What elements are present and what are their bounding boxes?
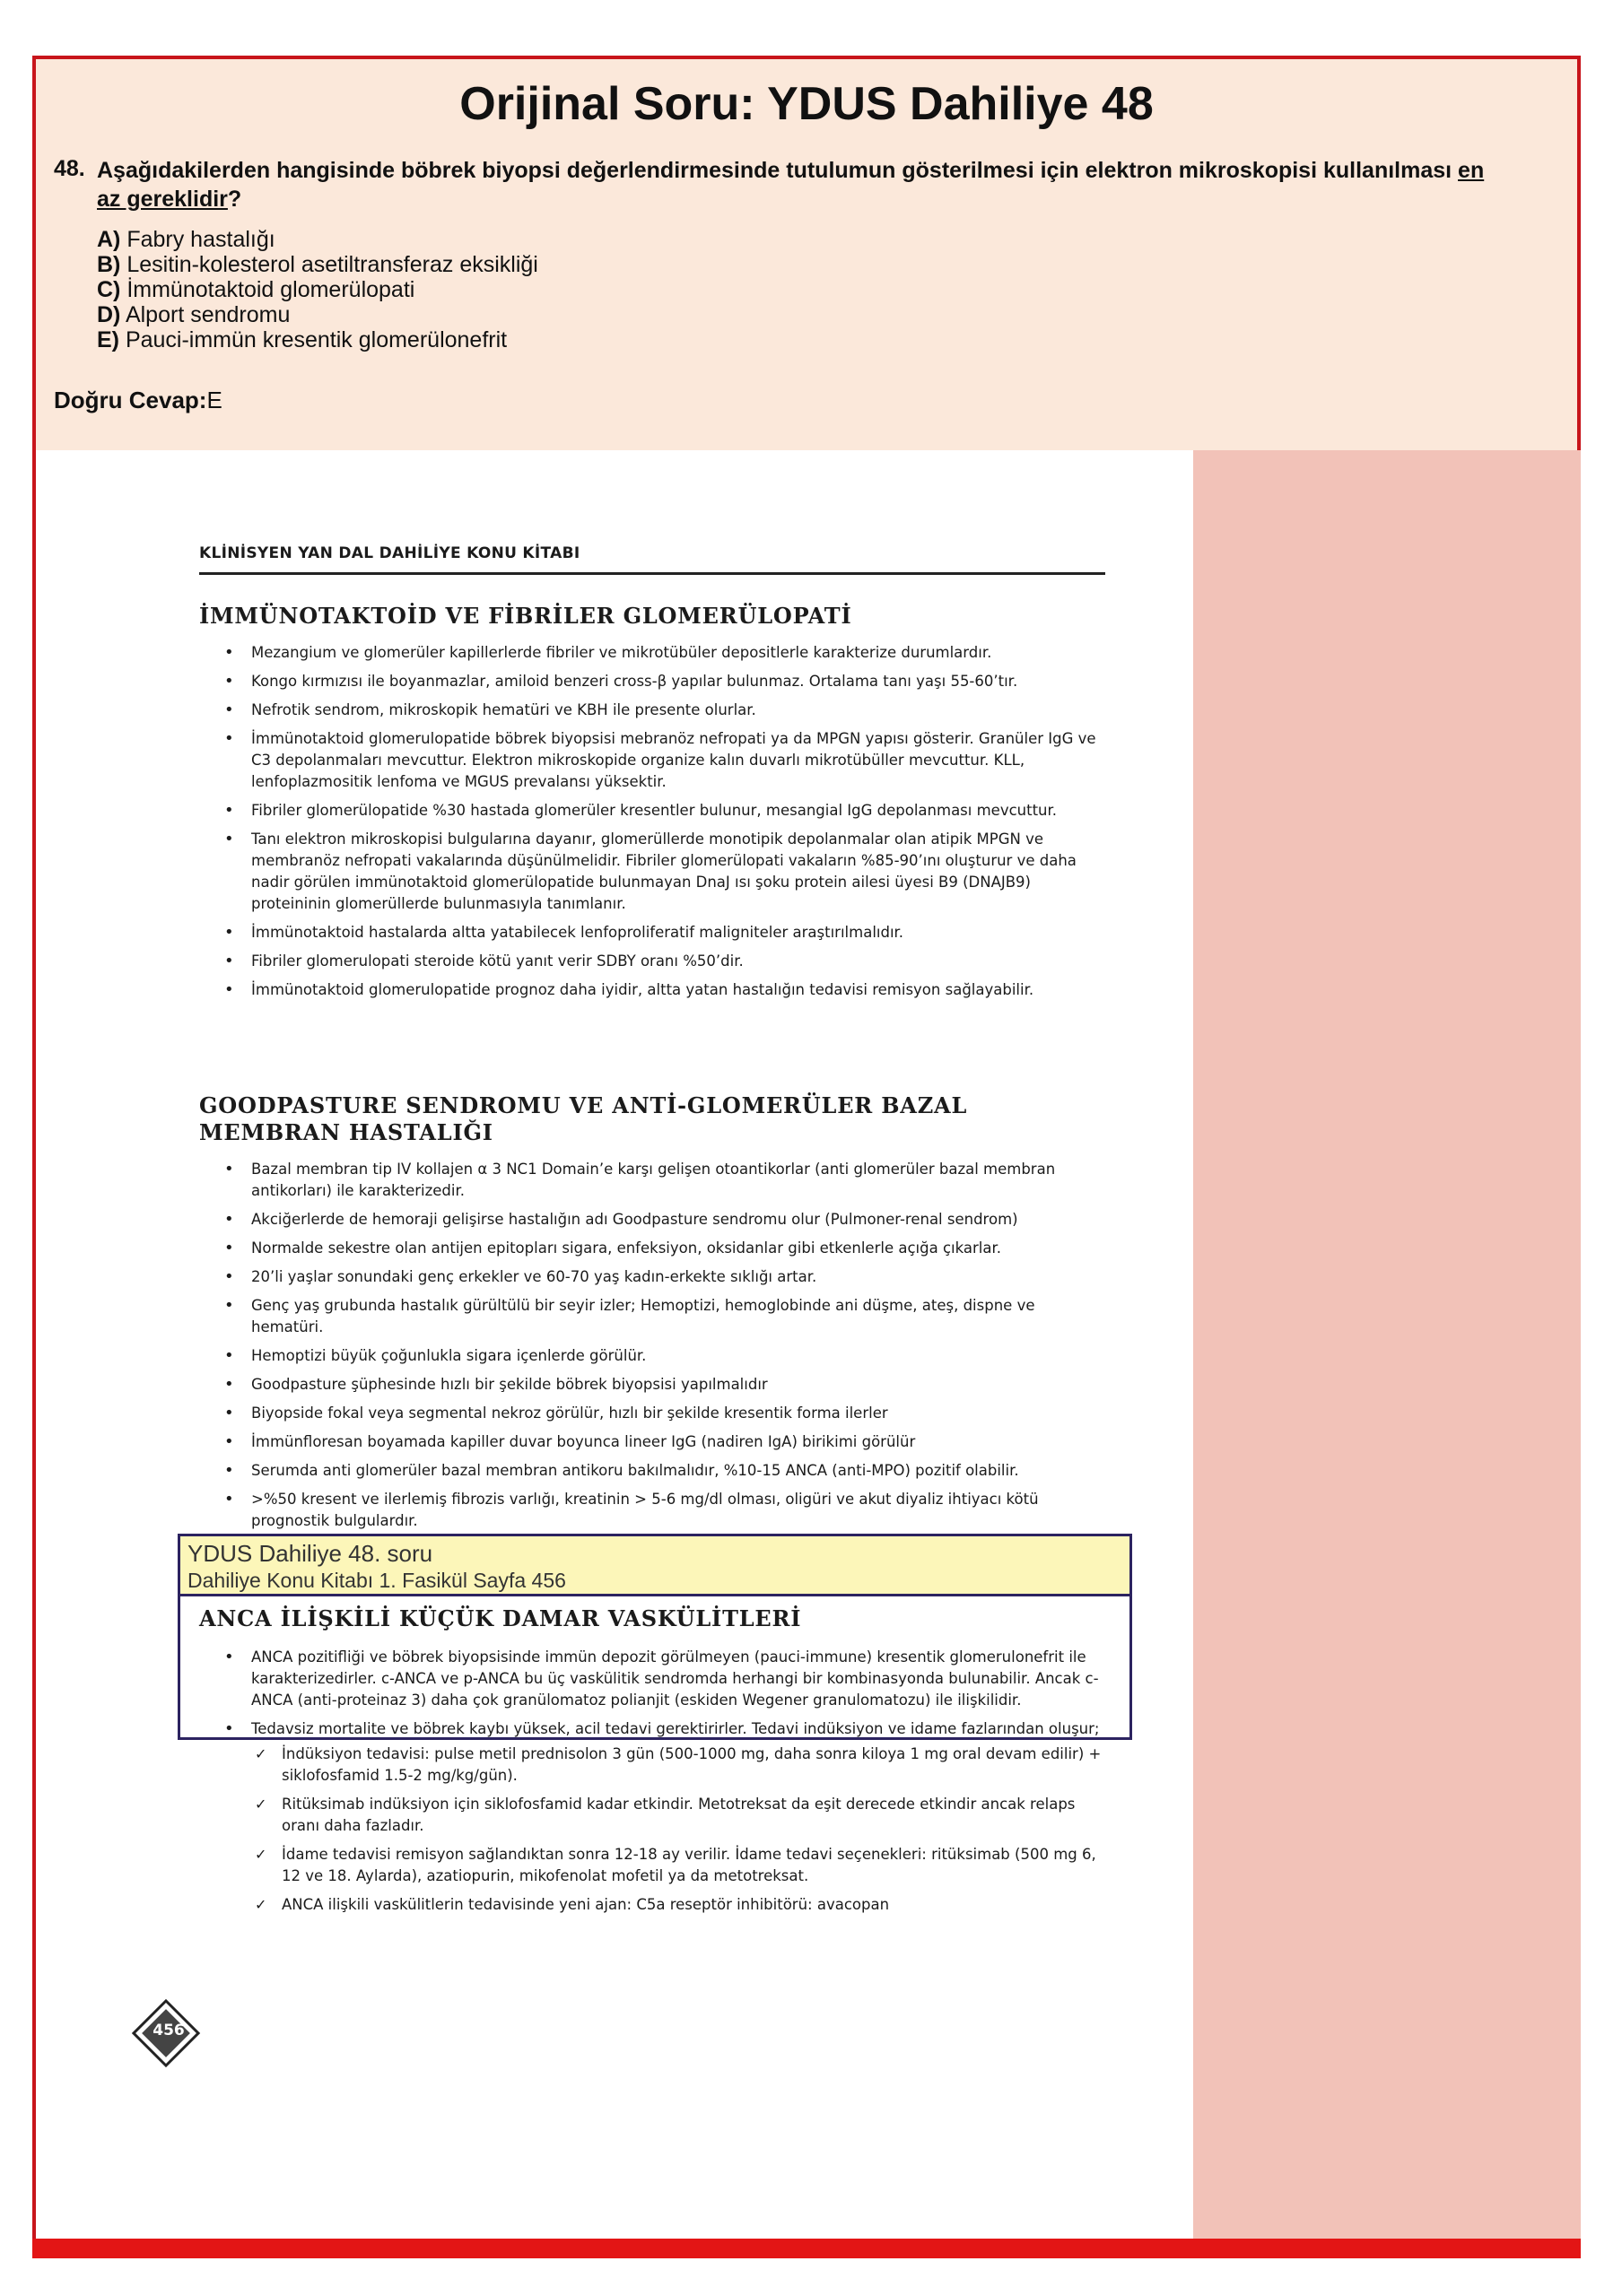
list-item: • İmmünotaktoid glomerulopatide prognoz daha iyidir, altta yatan hastalığın tedavisi remisyon sağlayabilir. (199, 979, 1105, 1001)
list-item: • >%50 kresent ve ilerlemiş fibrozis varlığı, kreatinin > 5-6 mg/dl olması, oligüri ve akut diyaliz ihtiyacı kötü prognostik bulgulardır. (199, 1489, 1105, 1532)
list-item: • İmmünfloresan boyamada kapiller duvar boyunca lineer IgG (nadiren IgA) birikimi görülür (199, 1431, 1105, 1453)
bottom-bar (32, 2239, 1581, 2258)
list-item: • İmmünotaktoid glomerulopatide böbrek biyopsisi mebranöz nefropati ya da MPGN yapısı gösterir. Granüler IgG ve C3 depolanmaları mevcuttur. Elektron mikroskopide organize kalın duvarlı mikrotübüller mevcuttur. KLL, lenfoplazmositik lenfoma ve MGUS prevalansı yüksektir. (199, 728, 1105, 793)
section-title-anca: ANCA İLİŞKİLİ KÜÇÜK DAMAR VASKÜLİTLERİ (199, 1605, 802, 1631)
side-panel (1193, 450, 1581, 2253)
list-item: • Hemoptizi büyük çoğunlukla sigara içenlerde görülür. (199, 1345, 1105, 1367)
section-title-immunotactoid: İMMÜNOTAKTOİD VE FİBRİLER GLOMERÜLOPATİ (199, 603, 852, 629)
page-frame (32, 56, 1581, 2249)
option-e: E) Pauci-immün kresentik glomerülonefrit (97, 327, 508, 352)
book-header: KLİNİSYEN YAN DAL DAHİLİYE KONU KİTABI (199, 544, 580, 562)
highlight-box (178, 1596, 1132, 1740)
source-note-reference: Dahiliye Konu Kitabı 1. Fasikül Sayfa 456 (187, 1569, 566, 1592)
list-item: • Biyopside fokal veya segmental nekroz görülür, hızlı bir şekilde kresentik forma ilerler (199, 1403, 1105, 1424)
question-text (97, 156, 1496, 213)
check-item: ✓ İndüksiyon tedavisi: pulse metil prednisolon 3 gün (500-1000 mg, daha sonra kiloya 1 mg oral devam edilir) + siklofosfamid 1.5-2 mg/kg/gün). (251, 1744, 1105, 1787)
list-item: • Akciğerlerde de hemoraji gelişirse hastalığın adı Goodpasture sendromu olur (Pulmoner-renal sendrom) (199, 1209, 1105, 1231)
section-list-immunotactoid (199, 642, 1105, 1008)
list-item: • Tanı elektron mikroskopisi bulgularına dayanır, glomerüllerde monotipik depolanmalar olan atipik MPGN ve membranöz nefropati vakalarında düşünülmelidir. Fibriler glomerülopati vakaların %85-90’ını oluşturur ve daha nadir görülen immünotaktoid glomerülopatide bulunmayan DnaJ ısı şoku protein ailesi üyesi B9 (DNAJB9) proteininin glomerüllerde bulunmasıyla tanımlanır. (199, 829, 1105, 915)
list-item: • Fibriler glomerülopatide %30 hastada glomerüler kresentler bulunur, mesangial IgG depolanması mevcuttur. (199, 800, 1105, 822)
question-number: 48. (54, 156, 85, 181)
list-item: • Mezangium ve glomerüler kapillerlerde fibriler ve mikrotübüler depositlerle karakterize durumlardır. (199, 642, 1105, 664)
option-a: A) Fabry hastalığı (97, 227, 275, 252)
list-item: • ANCA pozitifliği ve böbrek biyopsisinde immün depozit görülmeyen (pauci-immune) kresentik glomerulonefrit ile karakterizedirler. c-ANCA ve p-ANCA bu üç vaskülitik sendromda herhangi bir kombinasyonda bulunabilir. Ancak c- ANCA (anti-proteinaz 3) daha çok granülomatoz polianjit (eskiden Wegener granulomatozu) ile ilişkilidir. (199, 1647, 1105, 1711)
page-title: Orijinal Soru: YDUS Dahiliye 48 (459, 78, 1154, 130)
option-d: D) Alport sendromu (97, 302, 291, 327)
header-rule (199, 572, 1105, 575)
correct-answer: Doğru Cevap:E (54, 387, 222, 413)
section-list-goodpasture (199, 1159, 1105, 1539)
question-header (36, 59, 1577, 450)
list-item: • Serumda anti glomerüler bazal membran antikoru bakılmalıdır, %10-15 ANCA (anti-MPO) pozitif olabilir. (199, 1460, 1105, 1482)
list-item: • İmmünotaktoid hastalarda altta yatabilecek lenfoproliferatif maligniteler araştırılmalıdır. (199, 922, 1105, 944)
list-item (199, 1718, 1105, 1916)
option-c: C) İmmünotaktoid glomerülopati (97, 277, 415, 302)
list-item: • Kongo kırmızısı ile boyanmazlar, amiloid benzeri cross-β yapılar bulunmaz. Ortalama tanı yaşı 55-60’tır. (199, 671, 1105, 692)
list-item-text: Tedavsiz mortalite ve böbrek kaybı yüksek, acil tedavi gerektirirler. Tedavi indüksiyon ve idame fazlarından oluşur; (251, 1720, 1100, 1737)
list-item: • Fibriler glomerulopati steroide kötü yanıt verir SDBY oranı %50’dir. (199, 951, 1105, 972)
source-note (178, 1534, 1132, 1596)
section-title-goodpasture: GOODPASTURE SENDROMU VE ANTİ-GLOMERÜLER BAZAL MEMBRAN HASTALIĞI (199, 1092, 968, 1145)
check-item: ✓ ANCA ilişkili vaskülitlerin tedavisinde yeni ajan: C5a reseptör inhibitörü: avacopan (251, 1894, 1105, 1916)
option-b: B) Lesitin-kolesterol asetiltransferaz eksikliği (97, 252, 538, 277)
page-number: 456 (153, 2022, 185, 2039)
question-text-part: Aşağıdakilerden hangisinde böbrek biyopsi değerlendirmesinde tutulumun gösterilmesi için elektron mikroskopisi kullanılması (97, 158, 1459, 183)
list-item: • Goodpasture şüphesinde hızlı bir şekilde böbrek biyopsisi yapılmalıdır (199, 1374, 1105, 1396)
question-emphasis: en az gereklidir (97, 158, 1485, 212)
check-item: ✓ İdame tedavisi remisyon sağlandıktan sonra 12-18 ay verilir. İdame tedavi seçenekleri: ritüksimab (500 mg 6, 12 ve 18. Aylarda), azatiopurin, mikofenolat mofetil ya da metotreksat. (251, 1844, 1105, 1887)
source-note-title: YDUS Dahiliye 48. soru (187, 1540, 433, 1567)
list-item: • 20’li yaşlar sonundaki genç erkekler ve 60-70 yaş kadın-erkekte sıklığı artar. (199, 1266, 1105, 1288)
list-item: • Normalde sekestre olan antijen epitopları sigara, enfeksiyon, oksidanlar gibi etkenlerle açığa çıkarlar. (199, 1238, 1105, 1259)
question-text-end: ? (227, 187, 242, 212)
treatment-list (251, 1744, 1105, 1916)
list-item: • Genç yaş grubunda hastalık gürültülü bir seyir izler; Hemoptizi, hemoglobinde ani düşme, ateş, dispne ve hematüri. (199, 1295, 1105, 1338)
list-item: • Bazal membran tip IV kollajen α 3 NC1 Domain’e karşı gelişen otoantikorlar (anti glomerüler bazal membran antikorları) ile karakterizedir. (199, 1159, 1105, 1202)
check-item: ✓ Ritüksimab indüksiyon için siklofosfamid kadar etkindir. Metotreksat da eşit derecede etkindir ancak relaps oranı daha fazladır. (251, 1794, 1105, 1837)
list-item: • Nefrotik sendrom, mikroskopik hematüri ve KBH ile presente olurlar. (199, 700, 1105, 721)
